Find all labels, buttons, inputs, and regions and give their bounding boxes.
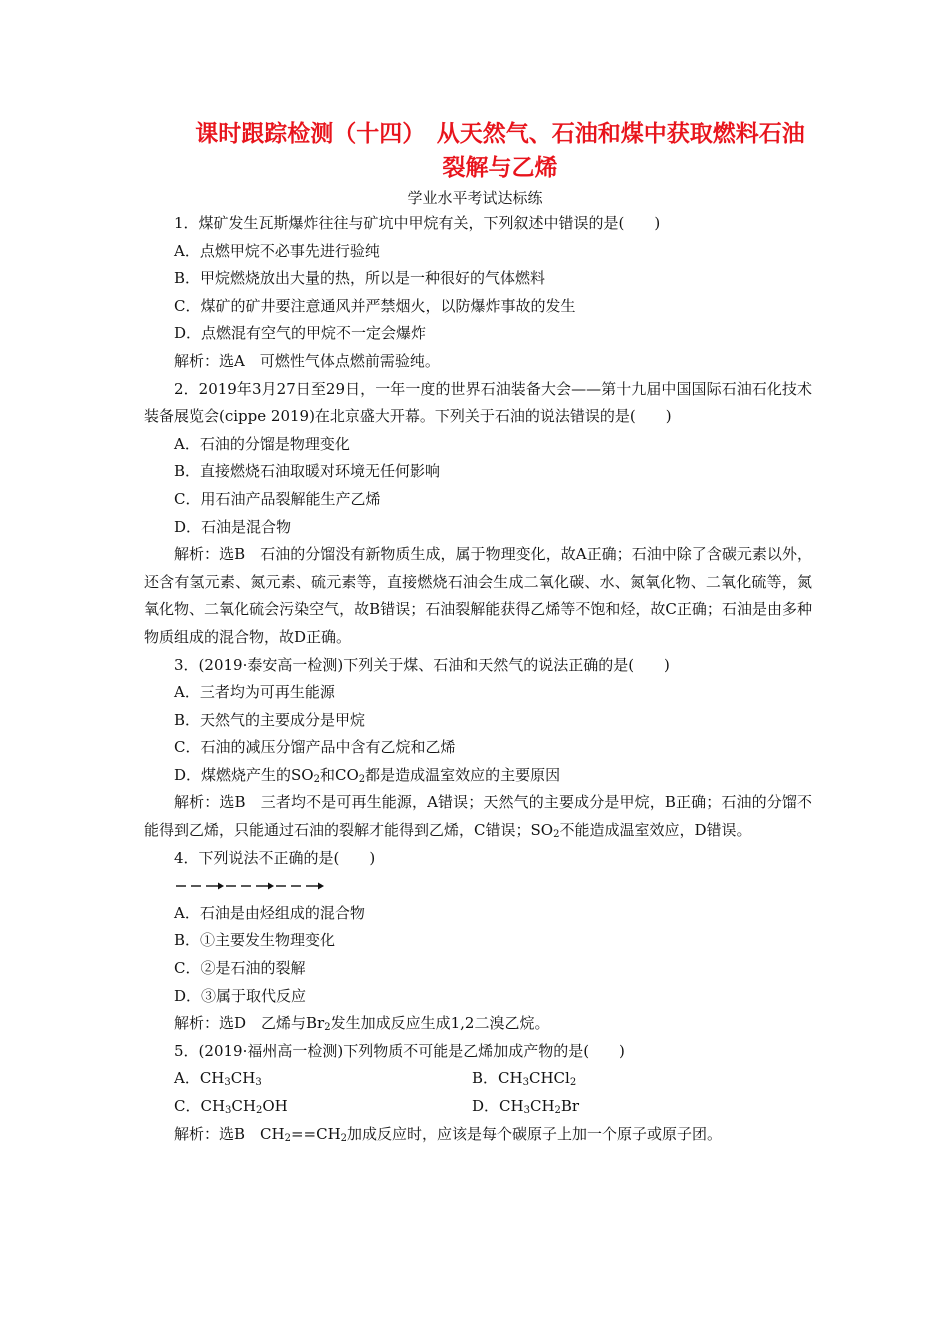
q1-option-a: A．点燃甲烷不必事先进行验纯 bbox=[174, 241, 380, 260]
q2-option-c: C．用石油产品裂解能生产乙烯 bbox=[174, 489, 381, 508]
q1-analysis: 解析：选A 可燃性气体点燃前需验纯。 bbox=[174, 351, 440, 370]
q2-option-b: B．直接燃烧石油取暖对环境无任何影响 bbox=[174, 462, 441, 481]
q3-d-text-2: 和CO bbox=[319, 765, 359, 784]
q4-analysis-sub: 2 bbox=[324, 1022, 331, 1034]
q3-stem: 3．(2019·泰安高一检测)下列关于煤、石油和天然气的说法正确的是( ) bbox=[174, 655, 670, 674]
q1-option-b: B．甲烷燃烧放出大量的热，所以是一种很好的气体燃料 bbox=[174, 269, 546, 288]
q5-analysis-text-3: 加成反应时，应该是每个碳原子上加一个原子或原子团。 bbox=[347, 1124, 723, 1143]
q2-option-d: D．石油是混合物 bbox=[174, 517, 292, 536]
q1-option-d: D．点燃混有空气的甲烷不一定会爆炸 bbox=[174, 324, 427, 343]
q4-analysis bbox=[144, 1010, 812, 1038]
q5-option-c bbox=[174, 1093, 472, 1121]
q3-d-text-1: D．煤燃烧产生的SO bbox=[174, 765, 314, 784]
q5-c-sub-2: 2 bbox=[255, 1105, 263, 1116]
q1-option-c: C．煤矿的矿井要注意通风并严禁烟火，以防爆炸事故的发生 bbox=[174, 296, 576, 315]
q5-d-text-2: CH bbox=[529, 1097, 555, 1115]
page-title-line-2: 裂解与乙烯 bbox=[442, 154, 558, 181]
q3-d-sub-1: 2 bbox=[313, 773, 320, 785]
q5-b-text-1: B．CH bbox=[472, 1069, 523, 1088]
q5-a-sub-2: 3 bbox=[255, 1077, 262, 1089]
q5-c-text-2: CH bbox=[231, 1097, 256, 1115]
q5-b-text-2: CHCl bbox=[528, 1069, 570, 1088]
q4-option-c: C．②是石油的裂解 bbox=[174, 959, 306, 978]
q4-stem: 4．下列说法不正确的是( ) bbox=[174, 848, 376, 867]
q4-option-b: B．①主要发生物理变化 bbox=[174, 931, 336, 950]
q5-c-text-3: OH bbox=[262, 1097, 288, 1115]
q5-option-a bbox=[174, 1065, 472, 1093]
q5-a-text-1: A．CH bbox=[174, 1069, 225, 1088]
q5-analysis-sub-2: 2 bbox=[340, 1132, 348, 1144]
q5-d-sub-2: 2 bbox=[554, 1105, 561, 1116]
q3-analysis-sub: 2 bbox=[553, 829, 560, 841]
q5-d-sub-1: 3 bbox=[523, 1105, 530, 1116]
q5-option-d bbox=[472, 1093, 770, 1121]
q5-c-sub-1: 3 bbox=[225, 1105, 232, 1116]
q5-analysis-sub-1: 2 bbox=[284, 1132, 291, 1144]
q3-d-sub-2: 2 bbox=[358, 773, 366, 785]
q4-option-a: A．石油是由烃组成的混合物 bbox=[174, 903, 365, 922]
q5-analysis-text-2: ==CH bbox=[290, 1124, 341, 1143]
q5-options-row-1 bbox=[144, 1065, 812, 1093]
question-body bbox=[144, 210, 812, 1148]
q3-option-b: B．天然气的主要成分是甲烷 bbox=[174, 710, 366, 729]
q5-c-text-1: C．CH bbox=[174, 1097, 226, 1115]
q4-option-d: D．③属于取代反应 bbox=[174, 986, 307, 1005]
q5-option-b bbox=[472, 1065, 770, 1093]
q5-stem: 5．(2019·福州高一检测)下列物质不可能是乙烯加成产物的是( ) bbox=[174, 1041, 625, 1060]
process-arrows-icon bbox=[174, 880, 324, 892]
q2-option-a: A．石油的分馏是物理变化 bbox=[174, 434, 350, 453]
q3-d-text-3: 都是造成温室效应的主要原因 bbox=[365, 765, 561, 784]
q2-stem: 2．2019年3月27日至29日，一年一度的世界石油装备大会——第十九届中国国际石油石化技术装备展览会(cippe 2019)在北京盛大开幕。下列关于石油的说法错误的是( ) bbox=[144, 379, 812, 426]
q3-analysis-text-2: 不能造成温室效应，D错误。 bbox=[559, 821, 752, 840]
q5-b-sub-1: 3 bbox=[522, 1077, 529, 1089]
q3-option-c: C．石油的减压分馏产品中含有乙烷和乙烯 bbox=[174, 738, 456, 757]
q4-process-arrows bbox=[144, 872, 812, 900]
q4-analysis-text-1: 解析：选D 乙烯与Br bbox=[174, 1014, 325, 1033]
q1-stem: 1．煤矿发生瓦斯爆炸往往与矿坑中甲烷有关，下列叙述中错误的是( ) bbox=[174, 214, 661, 232]
q5-d-text-1: D．CH bbox=[472, 1097, 524, 1115]
q5-d-text-3: Br bbox=[560, 1097, 580, 1115]
q5-analysis-text-1: 解析：选B CH bbox=[174, 1124, 285, 1143]
q5-a-text-2: CH bbox=[230, 1069, 256, 1088]
q2-analysis: 解析：选B 石油的分馏没有新物质生成，属于物理变化，故A正确；石油中除了含碳元素以外，还含有氢元素、氮元素、硫元素等，直接燃烧石油会生成二氧化碳、水、氮氧化物、二氧化硫等，氮氧化物、二氧化硫会污染空气，故B错误；石油裂解能获得乙烯等不饱和烃，故C正确；石油是由多种物质组成的混合物，故D正确。 bbox=[144, 545, 812, 646]
page-title-line-1: 课时跟踪检测（十四） 从天然气、石油和煤中获取燃料石油 bbox=[195, 120, 805, 147]
q3-analysis-text-1: 解析：选B 三者均不是可再生能源，A错误；天然气的主要成分是甲烷，B正确；石油的分馏不能得到乙烯，只能通过石油的裂解才能得到乙烯，C错误；SO bbox=[144, 793, 812, 840]
q3-analysis bbox=[144, 789, 812, 844]
q4-analysis-text-2: 发生加成反应生成1,2二溴乙烷。 bbox=[330, 1014, 550, 1033]
q5-options-row-2 bbox=[144, 1093, 812, 1121]
q3-option-a: A．三者均为可再生能源 bbox=[174, 683, 335, 702]
q5-a-sub-1: 3 bbox=[224, 1077, 231, 1089]
q5-analysis bbox=[144, 1121, 812, 1149]
section-subtitle: 学业水平考试达标练 bbox=[407, 189, 543, 207]
q5-b-sub-2: 2 bbox=[569, 1077, 577, 1089]
q3-option-d bbox=[144, 762, 812, 790]
